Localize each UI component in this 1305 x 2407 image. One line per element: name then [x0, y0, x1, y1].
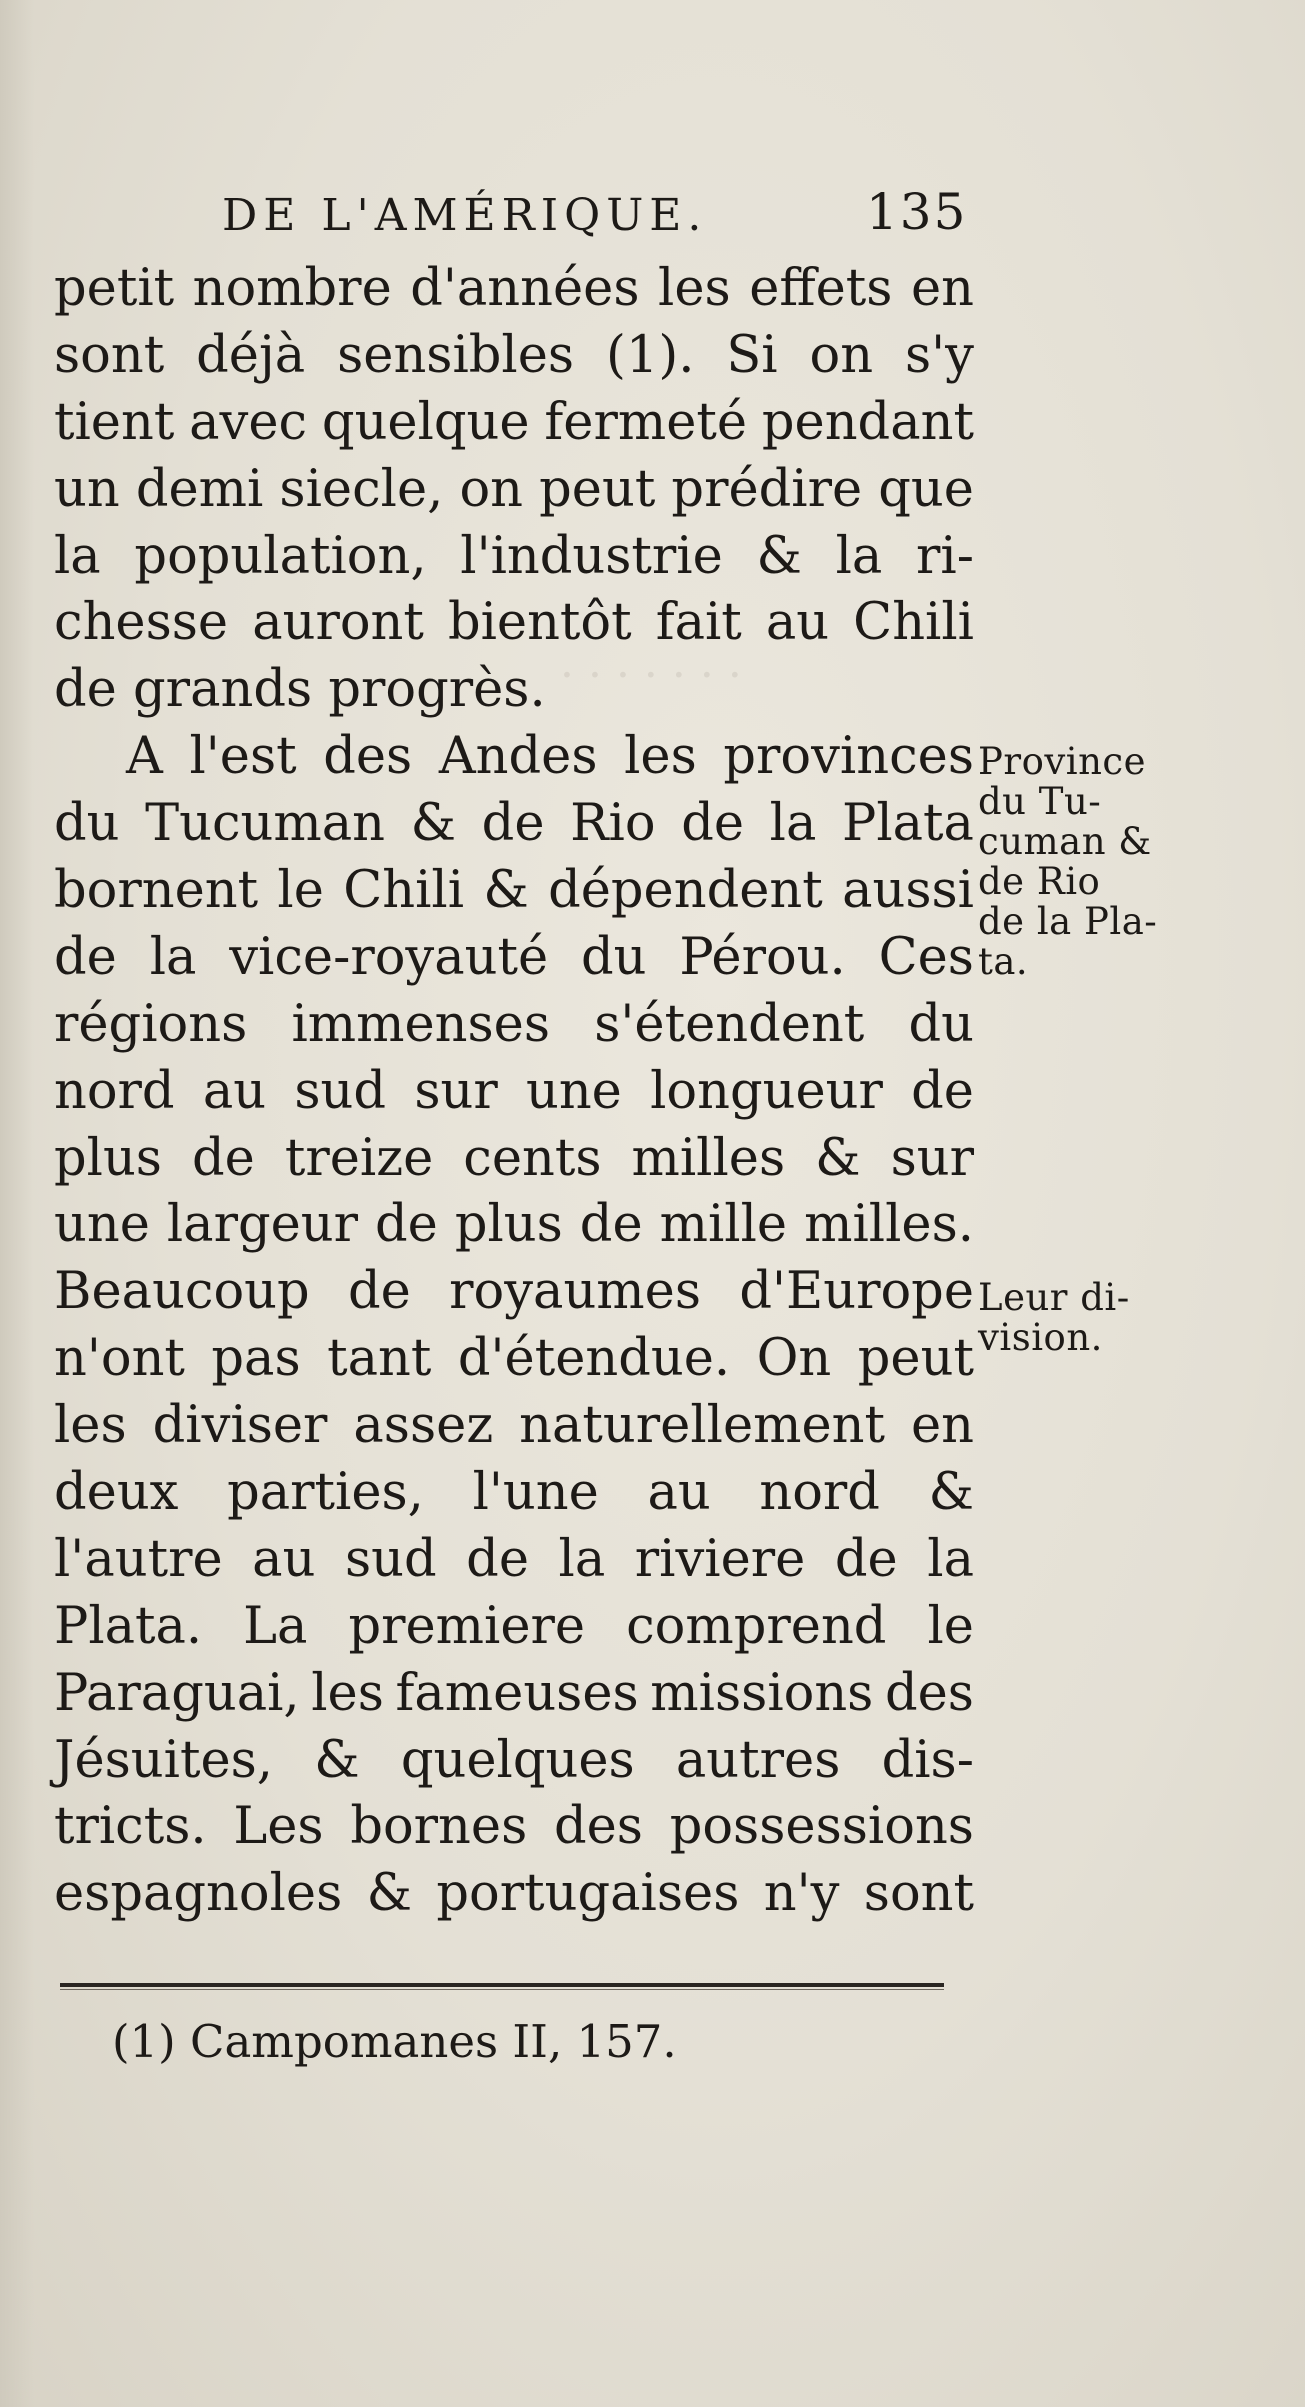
body-line	[54, 1126, 974, 1193]
word: provinces	[723, 727, 974, 787]
word: immenses	[291, 994, 551, 1054]
body-line	[54, 925, 974, 992]
word: pas	[211, 1329, 301, 1389]
word: la	[54, 526, 101, 586]
word: on	[459, 459, 524, 519]
word: Chili	[853, 593, 974, 653]
word: bientôt	[447, 593, 632, 653]
margin-note-line: Province	[978, 740, 1147, 783]
body-line	[54, 1393, 974, 1460]
word: au	[252, 1529, 316, 1589]
body-line	[54, 256, 974, 323]
word: sud	[344, 1529, 437, 1589]
body-line	[54, 390, 974, 457]
word: on	[809, 325, 874, 385]
word: &	[483, 861, 529, 921]
bleed-through-decoration: · · · · · · ·	[560, 650, 742, 701]
word: Plata	[842, 794, 974, 854]
word: Si	[726, 325, 778, 385]
footnote: (1) Campomanes II, 157.	[112, 2015, 677, 2068]
word: prédire	[671, 459, 863, 519]
word: Pérou.	[679, 927, 846, 987]
word: comprend	[626, 1596, 887, 1656]
word: &	[366, 1864, 413, 1924]
body-line	[54, 1794, 974, 1861]
word: du	[908, 994, 974, 1054]
body-line	[54, 1861, 974, 1928]
word: du	[54, 794, 120, 854]
body-line	[54, 1460, 974, 1527]
word: de	[834, 1529, 898, 1589]
word: fait	[655, 593, 742, 653]
page-spine-shadow	[0, 0, 34, 2407]
word: l'est	[189, 727, 297, 787]
word: sont	[54, 325, 165, 385]
page-number: 135	[866, 183, 968, 241]
word: la	[769, 794, 817, 854]
word: les	[624, 727, 697, 787]
word: siecle,	[279, 459, 444, 519]
word: naturellement	[519, 1396, 886, 1456]
word: Tucuman	[145, 794, 386, 854]
word: sud	[294, 1061, 387, 1121]
word: les	[658, 259, 731, 318]
word: sur	[890, 1128, 974, 1188]
word: demi	[135, 459, 264, 519]
word: vice-royauté	[229, 927, 549, 987]
word: d'Europe	[739, 1262, 974, 1322]
word: sont	[863, 1864, 974, 1924]
word: de	[54, 927, 117, 987]
word: royaumes	[449, 1262, 702, 1322]
word: milles.	[804, 1195, 974, 1255]
page-header	[0, 178, 1305, 248]
body-line	[54, 724, 974, 791]
word: dis-	[881, 1730, 974, 1790]
word: (1).	[606, 325, 695, 385]
margin-note-province	[978, 742, 1288, 982]
body-line	[54, 457, 974, 524]
word: de	[481, 794, 545, 854]
word: aussi	[842, 861, 974, 921]
word: Paraguai,	[54, 1663, 300, 1723]
body-line	[54, 323, 974, 390]
word: On	[756, 1329, 832, 1389]
word: quelque	[321, 392, 530, 452]
word: Jésuites,	[54, 1730, 274, 1790]
word: nord	[759, 1463, 880, 1523]
word: d'étendue.	[457, 1329, 731, 1389]
word: plus	[454, 1195, 563, 1255]
word: fermeté	[544, 392, 748, 452]
word: d'années	[410, 259, 640, 318]
word: le	[277, 861, 324, 921]
word: Plata.	[54, 1596, 203, 1656]
word: dépendent	[548, 861, 823, 921]
word: &	[815, 1128, 861, 1188]
word: autres	[675, 1730, 841, 1790]
word: &	[314, 1730, 360, 1790]
word: population,	[134, 526, 427, 586]
word: La	[243, 1596, 308, 1656]
word: les	[54, 1396, 127, 1456]
body-line: de grands progrès.	[54, 660, 546, 720]
body-line	[54, 791, 974, 858]
word: Rio	[570, 794, 656, 854]
word: de	[348, 1262, 411, 1322]
word: nord	[54, 1061, 175, 1121]
word: les	[311, 1663, 384, 1723]
body-line	[54, 1527, 974, 1594]
word: deux	[54, 1463, 179, 1523]
word: missions	[650, 1663, 874, 1723]
body-line	[54, 858, 974, 925]
word: portugaises	[436, 1864, 740, 1924]
word: Andes	[438, 727, 598, 787]
word: des	[323, 727, 413, 787]
word: riviere	[634, 1529, 806, 1589]
word: plus	[54, 1128, 162, 1188]
footnote-rule-thin	[60, 1989, 944, 1990]
word: s'étendent	[594, 994, 865, 1054]
word: &	[928, 1463, 974, 1523]
word: avec	[189, 392, 308, 452]
word: que	[878, 459, 974, 519]
word: de	[681, 794, 745, 854]
word: au	[765, 593, 830, 653]
word: déjà	[196, 325, 306, 385]
word: des	[884, 1663, 974, 1723]
word: assez	[353, 1396, 494, 1456]
word: quelques	[400, 1730, 635, 1790]
body-line	[54, 1594, 974, 1661]
word: diviser	[152, 1396, 328, 1456]
word: milles	[631, 1128, 786, 1188]
word: pendant	[761, 392, 974, 452]
word: possessions	[669, 1797, 974, 1857]
word: ri-	[916, 526, 974, 586]
word: l'une	[472, 1463, 599, 1523]
word: chesse	[54, 593, 229, 653]
word: n'ont	[54, 1329, 185, 1389]
word: s'y	[904, 325, 974, 385]
margin-note-line: de la Pla-	[978, 900, 1158, 943]
word: n'y	[763, 1864, 840, 1924]
margin-note-line: du Tu-	[978, 780, 1102, 823]
body-text	[54, 256, 974, 1928]
word: de	[911, 1061, 974, 1121]
word: premiere	[348, 1596, 586, 1656]
word: tricts.	[54, 1797, 207, 1857]
word: espagnoles	[54, 1864, 343, 1924]
word: au	[647, 1463, 711, 1523]
word: treize	[284, 1128, 434, 1188]
word: en	[910, 1396, 974, 1456]
word: Chili	[343, 861, 465, 921]
margin-note-line: cuman &	[978, 820, 1152, 863]
body-line	[54, 1728, 974, 1795]
word: Les	[233, 1797, 324, 1857]
word: bornent	[54, 861, 259, 921]
word: Ces	[878, 927, 974, 987]
word: nombre	[192, 259, 392, 318]
body-line	[54, 1059, 974, 1126]
word: &	[410, 794, 457, 854]
word: sur	[414, 1061, 498, 1121]
word: de	[191, 1128, 255, 1188]
word: de	[579, 1195, 643, 1255]
margin-note-line: vision.	[978, 1316, 1103, 1359]
word: tient	[54, 392, 175, 452]
word: des	[553, 1797, 643, 1857]
running-head: DE L'AMÉRIQUE.	[222, 190, 708, 241]
word: la	[927, 1529, 974, 1589]
word: un	[54, 459, 120, 519]
word: fameuses	[395, 1663, 639, 1723]
word: de	[466, 1529, 530, 1589]
body-line	[54, 992, 974, 1059]
word: de	[375, 1195, 438, 1255]
body-line	[54, 1661, 974, 1728]
word: la	[835, 526, 883, 586]
word: l'industrie	[460, 526, 723, 586]
word: une	[54, 1195, 150, 1255]
word: parties,	[227, 1463, 424, 1523]
word: en	[910, 259, 974, 318]
word: effets	[749, 259, 893, 318]
word: petit	[54, 259, 175, 318]
word: mille	[659, 1195, 788, 1255]
word: bornes	[350, 1797, 528, 1857]
body-line	[54, 1192, 974, 1259]
margin-note-line: Leur di-	[978, 1276, 1130, 1319]
word: l'autre	[54, 1529, 223, 1589]
word: régions	[54, 994, 248, 1054]
word: &	[756, 526, 802, 586]
word: sensibles	[337, 325, 575, 385]
word: peut	[539, 459, 656, 519]
margin-note-division	[978, 1278, 1288, 1358]
body-line	[54, 524, 974, 591]
word: le	[927, 1596, 974, 1656]
word: largeur	[166, 1195, 359, 1255]
word: une	[525, 1061, 622, 1121]
word: cents	[463, 1128, 602, 1188]
word: au	[202, 1061, 267, 1121]
word: tant	[327, 1329, 432, 1389]
body-line	[54, 1326, 974, 1393]
body-line	[54, 590, 974, 657]
word: la	[149, 927, 197, 987]
word: Beaucoup	[54, 1262, 310, 1322]
word: auront	[252, 593, 424, 653]
margin-note-line: de Rio	[978, 860, 1101, 903]
word: peut	[857, 1329, 974, 1389]
word: longueur	[650, 1061, 883, 1121]
word: du	[581, 927, 647, 987]
body-line	[54, 1259, 974, 1326]
word: A	[126, 727, 163, 787]
word: la	[558, 1529, 606, 1589]
margin-note-line: ta.	[978, 940, 1029, 983]
footnote-rule	[60, 1983, 944, 1987]
